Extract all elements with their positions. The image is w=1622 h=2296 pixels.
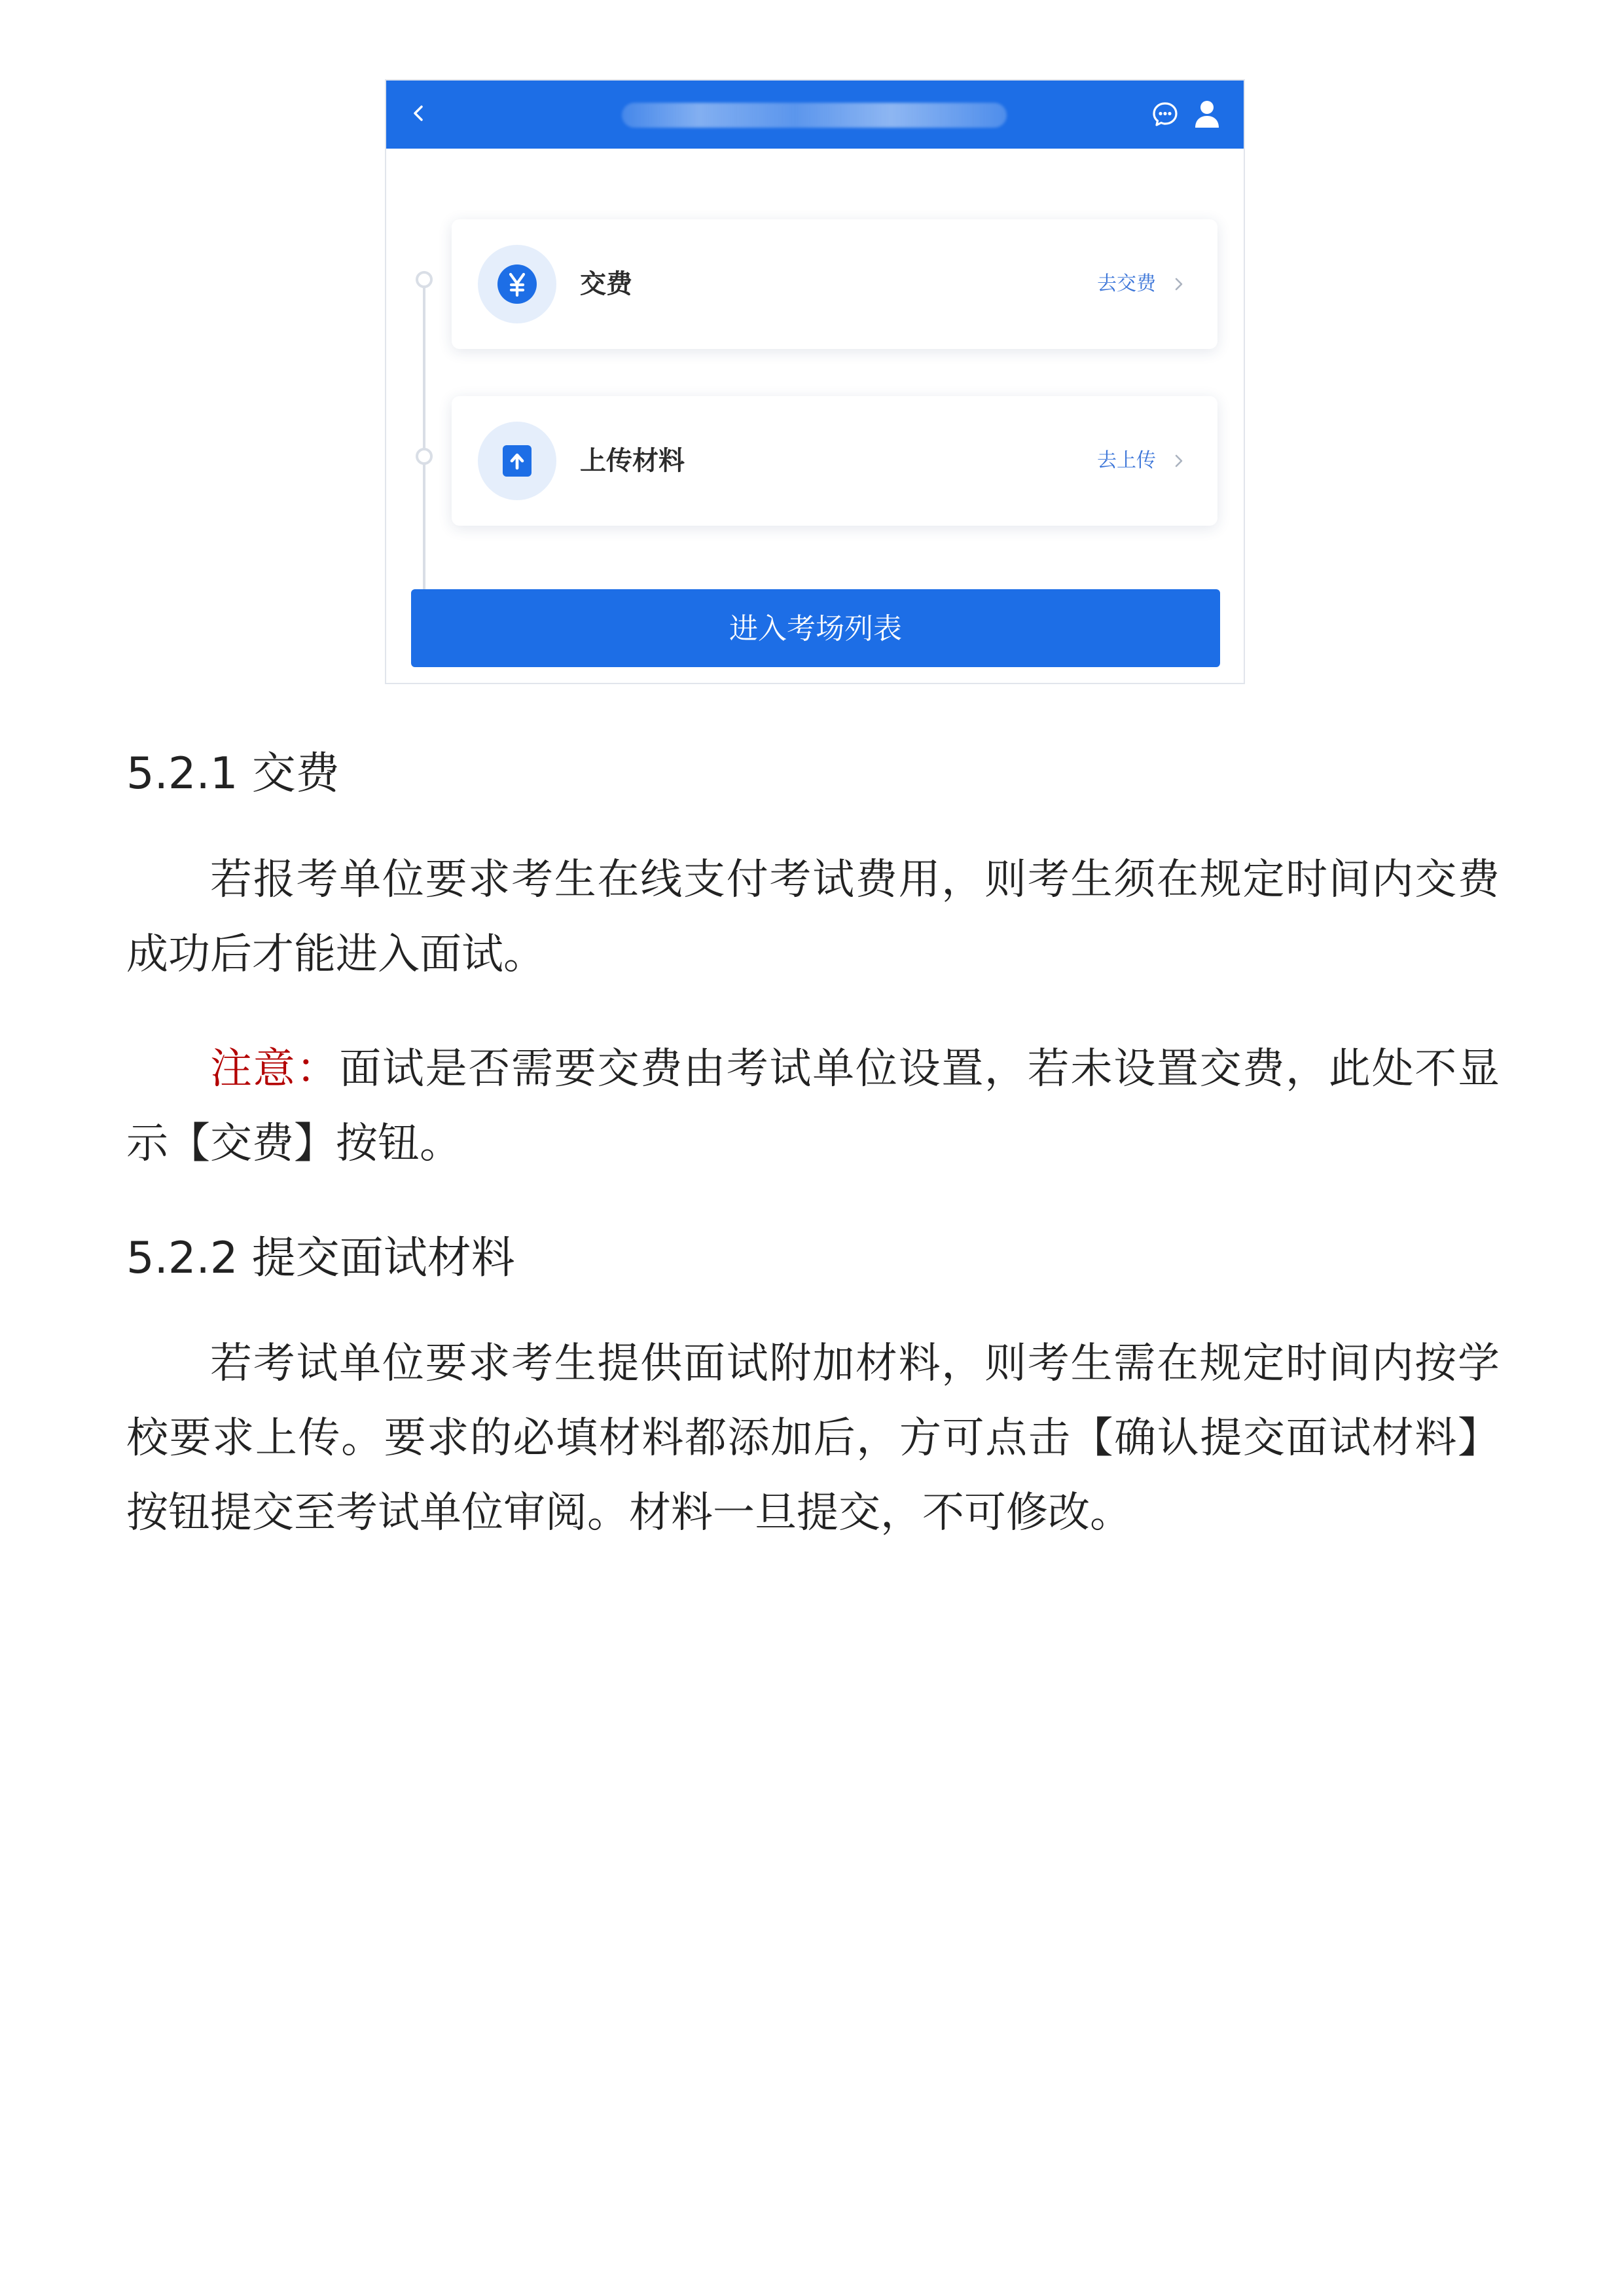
step-title: 上传材料 — [580, 446, 685, 476]
enter-exam-list-button[interactable]: 进入考场列表 — [411, 589, 1220, 667]
section-heading-materials: 5.2.2 提交面试材料 — [126, 1232, 515, 1283]
paragraph-materials: 若考试单位要求考生提供面试附加材料，则考生需在规定时间内按学校要求上传。要求的必填材料都添加后，方可点击【确认提交面试材料】按钮提交至考试单位审阅。材料一旦提交，不可修改。 — [126, 1339, 1500, 1537]
chevron-left-icon[interactable] — [406, 100, 432, 126]
timeline-dot — [416, 271, 433, 288]
upload-icon-badge — [478, 422, 556, 500]
note-paragraph — [126, 1032, 1500, 1181]
note-label: 注意： — [210, 1045, 340, 1093]
user-icon[interactable] — [1193, 99, 1221, 129]
section-heading-payment: 5.2.1 交费 — [126, 748, 340, 799]
yen-icon — [496, 263, 538, 305]
chat-bubble-icon[interactable] — [1151, 100, 1180, 129]
app-screenshot — [385, 79, 1245, 684]
step-title: 交费 — [580, 269, 632, 299]
chevron-right-icon — [1169, 274, 1189, 294]
upload-icon — [496, 440, 538, 482]
go-pay-link[interactable]: 去交费 — [1097, 272, 1156, 295]
note-text: 面试是否需要交费由考试单位设置，若未设置交费，此处不显示【交费】按钮。 — [126, 1045, 1500, 1168]
go-upload-link[interactable]: 去上传 — [1097, 449, 1156, 472]
page-title-blurred — [622, 103, 1007, 128]
timeline-dot — [416, 448, 433, 465]
step-card-payment[interactable] — [452, 219, 1217, 349]
paragraph-payment: 若报考单位要求考生在线支付考试费用，则考生须在规定时间内交费成功后才能进入面试。 — [126, 856, 1500, 979]
app-header — [386, 81, 1244, 149]
step-card-upload[interactable] — [452, 396, 1217, 526]
chevron-right-icon — [1169, 451, 1189, 471]
yen-icon-badge — [478, 245, 556, 323]
